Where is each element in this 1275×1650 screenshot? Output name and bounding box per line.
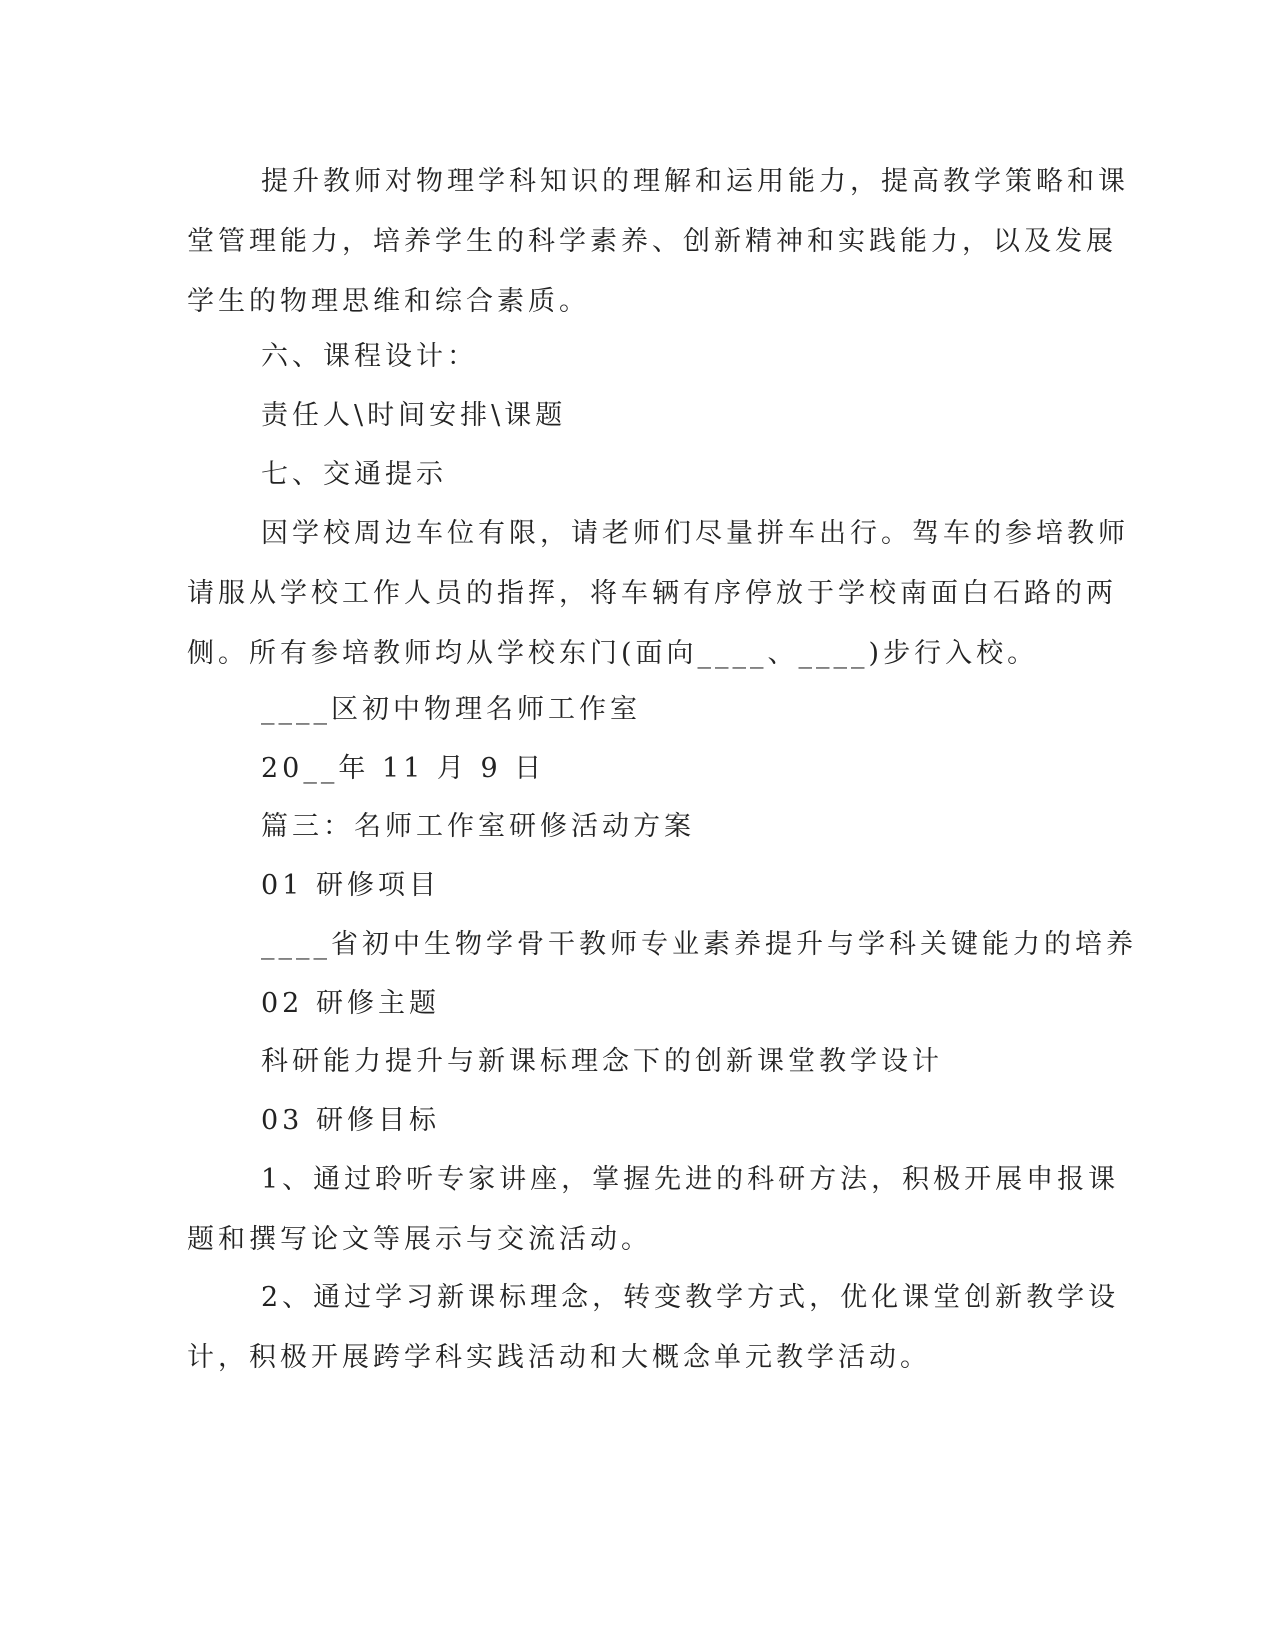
text-line: 侧。所有参培教师均从学校东门(面向____、____)步行入校。 xyxy=(187,638,1039,669)
text-line: 1、通过聆听专家讲座，掌握先进的科研方法，积极开展申报课 xyxy=(261,1164,1120,1195)
section-seven-heading xyxy=(187,445,1067,505)
goal-1-paragraph xyxy=(187,1150,1120,1270)
signature-date xyxy=(187,739,1067,799)
traffic-paragraph xyxy=(187,504,1129,684)
item-02-heading xyxy=(187,974,1067,1034)
text-line: ____省初中生物学骨干教师专业素养提升与学科关键能力的培养 xyxy=(261,929,1137,960)
text-line: 计，积极开展跨学科实践活动和大概念单元教学活动。 xyxy=(187,1342,931,1373)
item-01-heading xyxy=(187,856,1067,916)
text-line: 因学校周边车位有限，请老师们尽量拼车出行。驾车的参培教师 xyxy=(261,518,1129,549)
text-line: 2、通过学习新课标理念，转变教学方式，优化课堂创新教学设 xyxy=(261,1282,1120,1313)
heading-text: 六、课程设计： xyxy=(261,341,478,372)
goal-2-paragraph xyxy=(187,1268,1120,1388)
heading-text: 02 研修主题 xyxy=(261,988,440,1019)
heading-text: 七、交通提示 xyxy=(261,459,447,490)
text-line: 请服从学校工作人员的指挥，将车辆有序停放于学校南面白石路的两 xyxy=(187,578,1117,609)
section-six-heading xyxy=(187,327,1067,387)
heading-text: 03 研修目标 xyxy=(261,1105,440,1136)
item-01-content xyxy=(187,915,1137,975)
text-line: 题和撰写论文等展示与交流活动。 xyxy=(187,1224,652,1255)
item-02-content xyxy=(187,1032,1067,1092)
text-line: 堂管理能力，培养学生的科学素养、创新精神和实践能力，以及发展 xyxy=(187,226,1117,257)
text-line: 提升教师对物理学科知识的理解和运用能力，提高教学策略和课 xyxy=(261,166,1129,197)
heading-text: 01 研修项目 xyxy=(261,870,440,901)
course-table-header xyxy=(187,386,1067,446)
goal-paragraph xyxy=(187,152,1129,332)
item-03-heading xyxy=(187,1091,1067,1151)
text-line: 责任人\时间安排\课题 xyxy=(261,400,567,431)
date-text: 20__年 11 月 9 日 xyxy=(261,753,546,784)
text-line: ____区初中物理名师工作室 xyxy=(261,694,641,725)
part-three-title xyxy=(187,797,1067,857)
organizer-signature xyxy=(187,680,1067,740)
text-line: 科研能力提升与新课标理念下的创新课堂教学设计 xyxy=(261,1046,943,1077)
text-line: 学生的物理思维和综合素质。 xyxy=(187,286,590,317)
heading-text: 篇三：名师工作室研修活动方案 xyxy=(261,811,695,842)
